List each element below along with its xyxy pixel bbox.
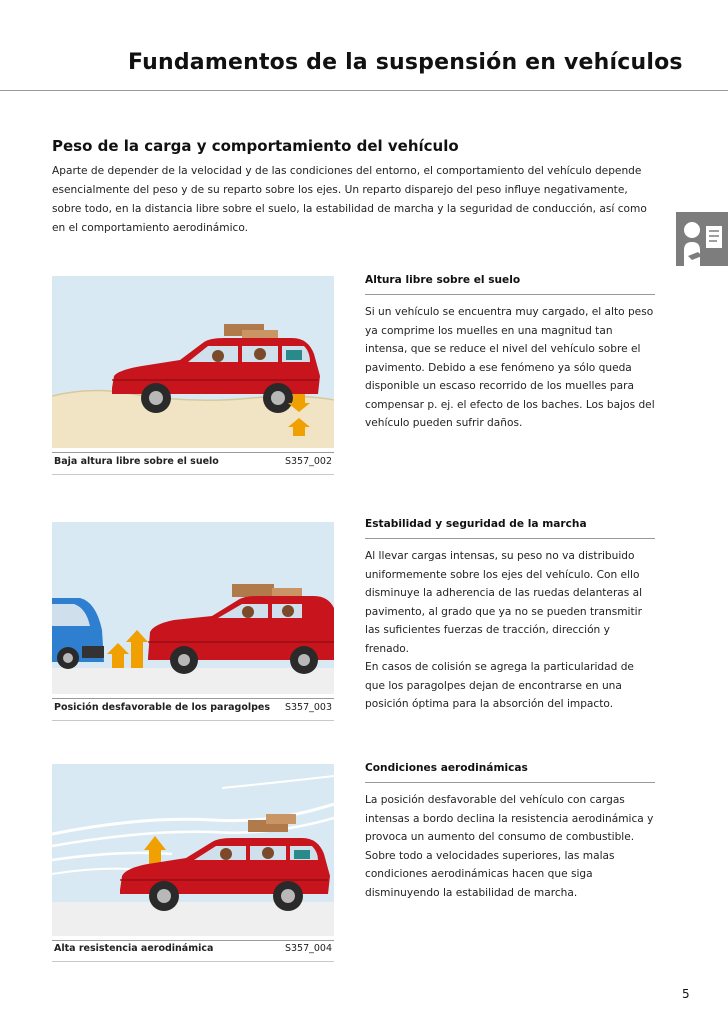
figure-low-ground-clearance — [52, 276, 334, 448]
intro-paragraph: Aparte de depender de la velocidad y de las condiciones del entorno, el comportamiento del vehículo depende esencialmente del peso y de su reparto sobre los ejes. Un reparto disparejo del peso influye negativamente, sobre todo, en la distancia libre sobre el suelo, la estabilidad de marcha y la seguridad de conducción, así como en el comportamiento aerodinámico. — [52, 165, 647, 234]
figure-caption — [52, 943, 334, 957]
figure-caption — [52, 702, 334, 716]
caption-bottom-divider — [52, 720, 334, 721]
paragraph-ground-clearance: Si un vehículo se encuentra muy cargado, el alto peso ya comprime los muelles en una magnitud tan intensa, que se reduce el nivel del vehículo sobre el pavimento. Debido a ese fenómeno ya sólo queda disponible un escaso recorrido de los muelles para compensar p. ej. el efecto de los baches. Los bajos del vehículo pueden sufrir daños. — [365, 306, 655, 429]
caption-code: S357_004 — [284, 943, 332, 954]
subheading-divider — [365, 538, 655, 539]
caption-label: Alta resistencia aerodinámica — [54, 943, 214, 954]
title-divider — [0, 90, 728, 91]
caption-divider — [52, 452, 334, 453]
reader-hand-icon — [676, 212, 728, 266]
section-title: Peso de la carga y comportamiento del vehículo — [52, 137, 459, 155]
paragraph-stability — [365, 547, 657, 714]
paragraph-stability-part1: Al llevar cargas intensas, su peso no va distribuido uniformemente sobre los ejes del vehículo. Con ello disminuye la adherencia de las ruedas delanteras al pavimento, al grado que ya no se pueden transmitir las suficientes fuerzas de tracción, dirección y frenado. — [365, 550, 643, 655]
subheading-aerodynamics: Condiciones aerodinámicas — [365, 762, 528, 774]
subheading-stability: Estabilidad y seguridad de la marcha — [365, 518, 587, 530]
caption-code: S357_002 — [284, 456, 332, 467]
figure-bumper-position — [52, 522, 334, 694]
paragraph-aerodynamics: La posición desfavorable del vehículo con cargas intensas a bordo declina la resistencia aerodinámica y provoca un aumento del consumo de combustible. Sobre todo a velocidades superiores, las malas condiciones aerodinámicas hacen que siga disminuyendo la estabilidad de marcha. — [365, 794, 654, 899]
caption-divider — [52, 940, 334, 941]
page-number: 5 — [682, 987, 690, 1001]
caption-code: S357_003 — [284, 702, 332, 713]
paragraph-stability-part2: En casos de colisión se agrega la particularidad de que los paragolpes dejan de encontrarse en una posición óptima para la absorción del impacto. — [365, 661, 634, 710]
page-title: Fundamentos de la suspensión en vehículos — [128, 50, 683, 75]
subheading-divider — [365, 294, 655, 295]
figure-caption — [52, 456, 334, 470]
caption-divider — [52, 698, 334, 699]
subheading-ground-clearance: Altura libre sobre el suelo — [365, 274, 521, 286]
caption-label: Posición desfavorable de los paragolpes — [54, 702, 271, 713]
subheading-divider — [365, 782, 655, 783]
caption-bottom-divider — [52, 961, 334, 962]
figure-aerodynamic-drag — [52, 764, 334, 936]
caption-label: Baja altura libre sobre el suelo — [54, 456, 219, 467]
caption-bottom-divider — [52, 474, 334, 475]
